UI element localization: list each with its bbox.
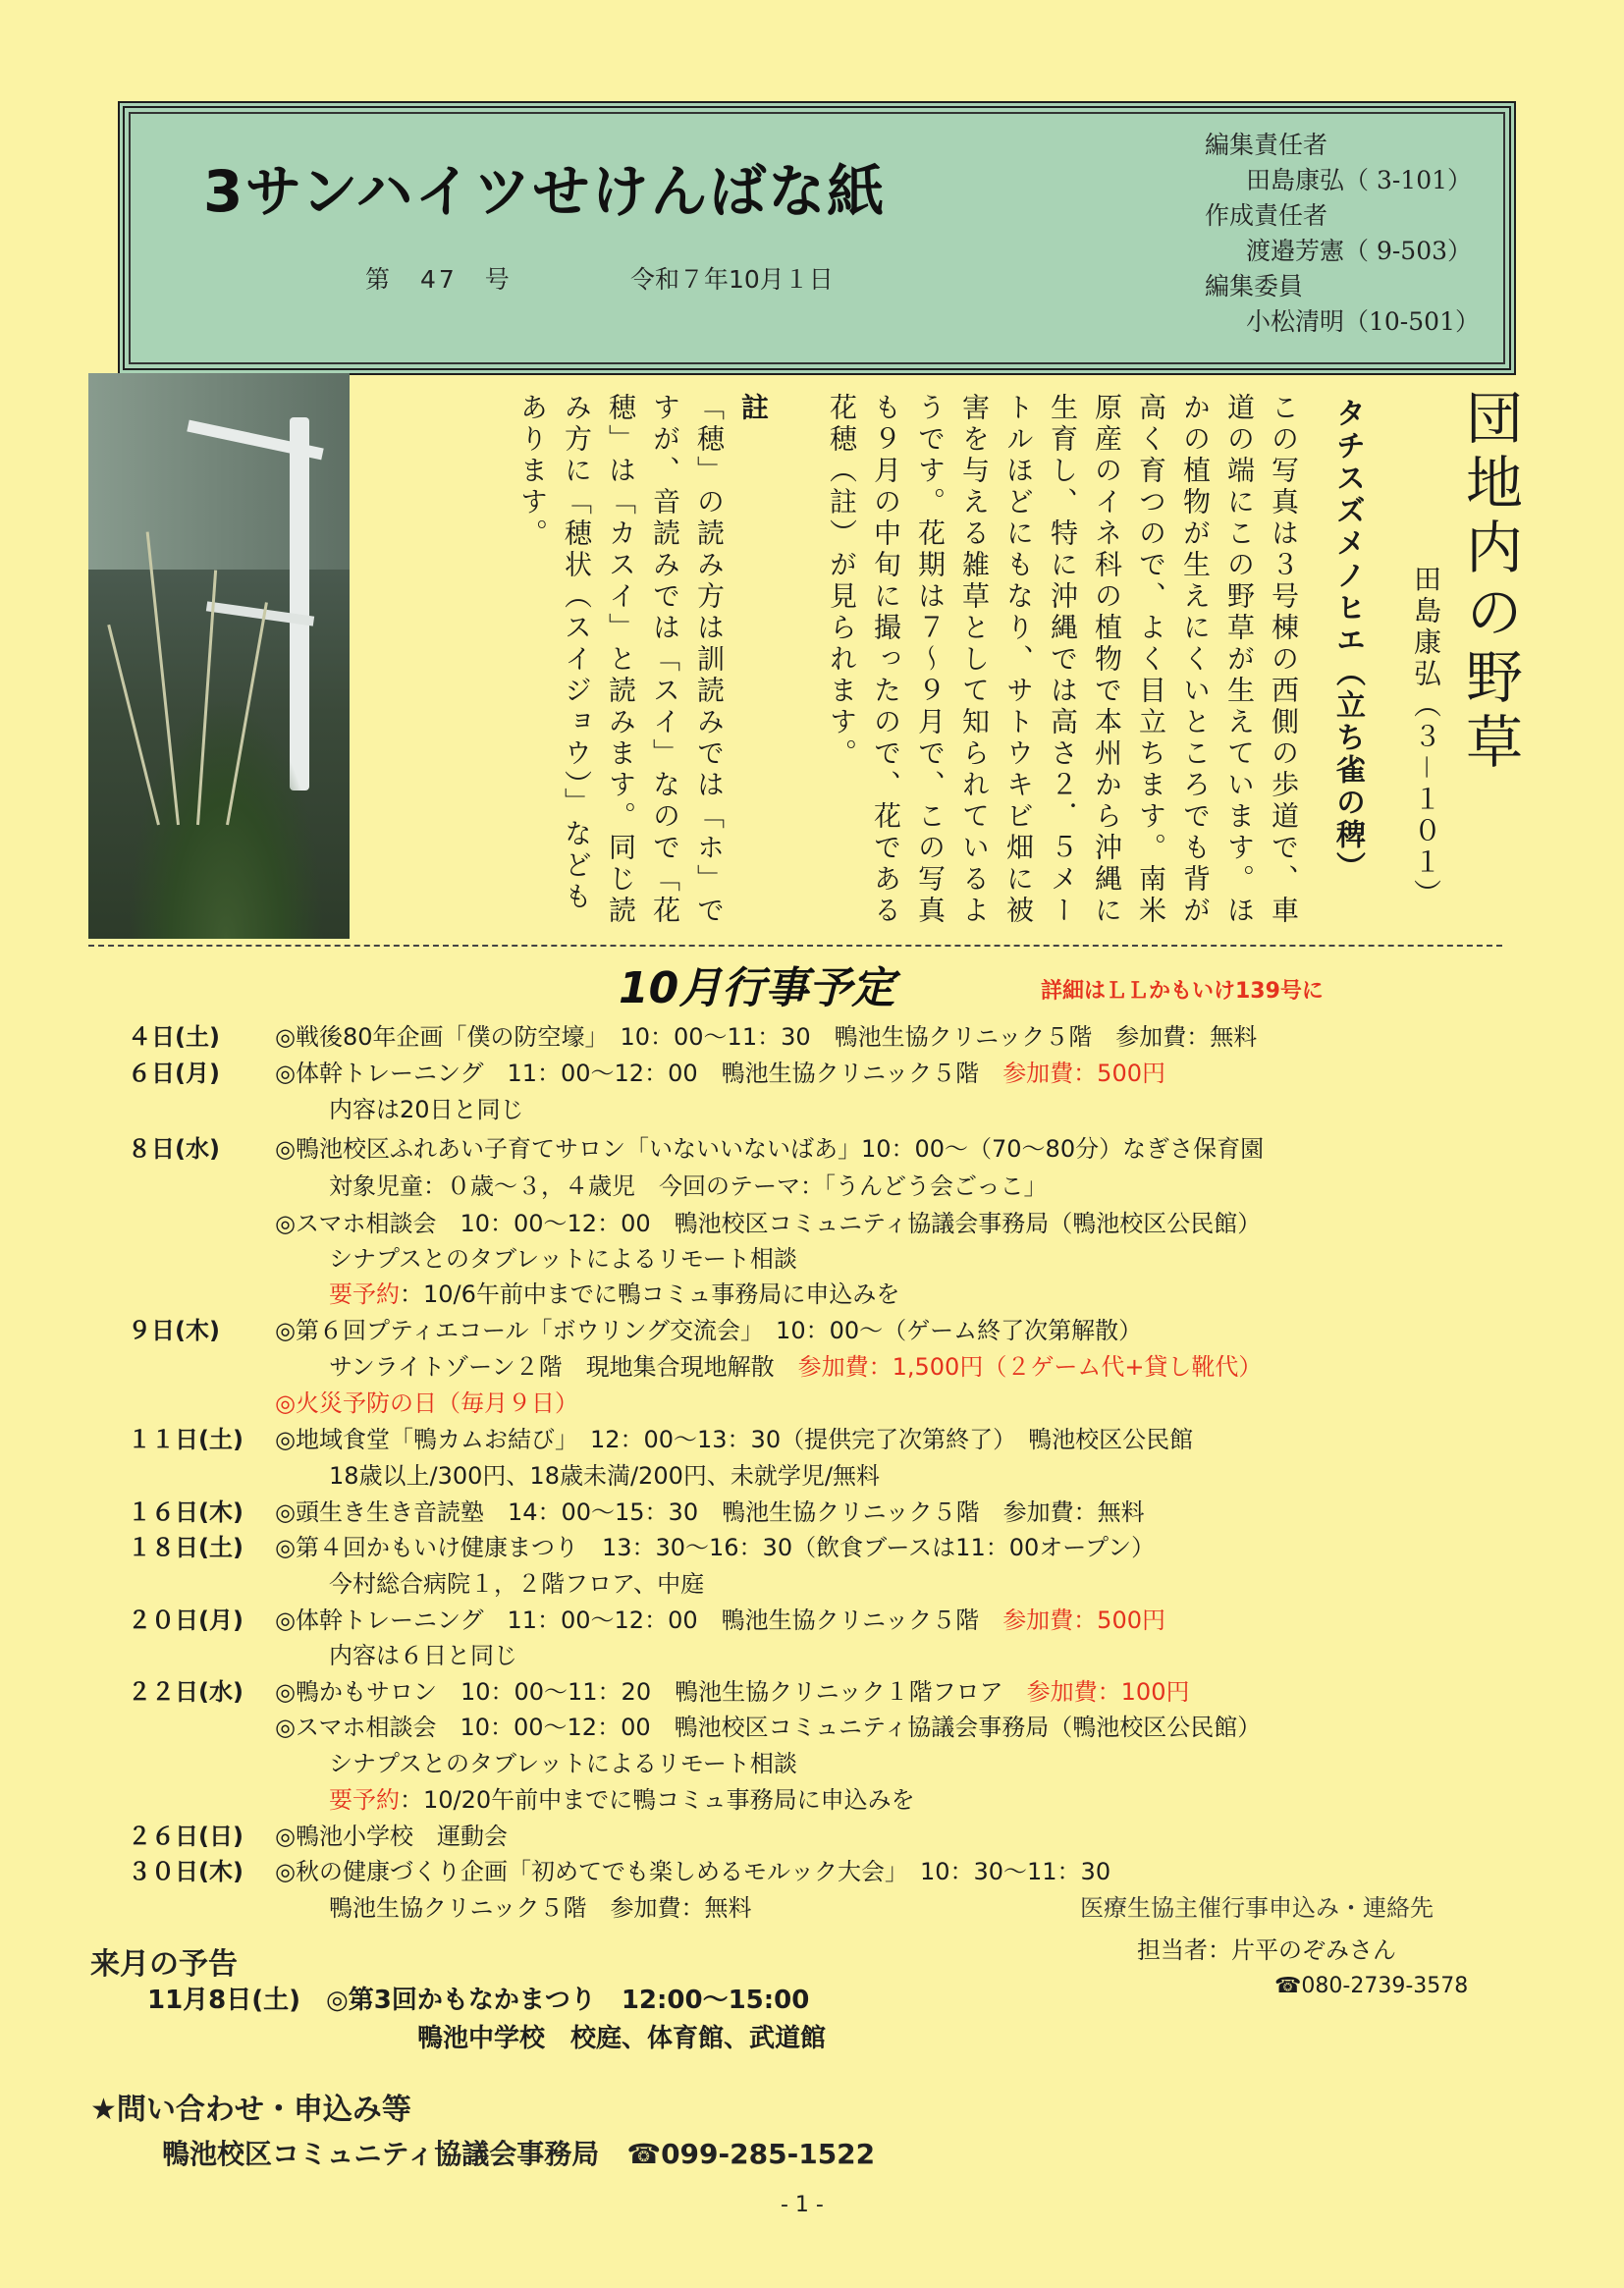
event-date: ９日(木) bbox=[128, 1317, 220, 1344]
editor-role: 作成責任者 bbox=[1205, 201, 1328, 230]
event-text: ◎スマホ相談会 10：00～12：00 鴨池校区コミュニティ協議会事務局（鴨池校区公民館） bbox=[275, 1714, 1262, 1741]
event-text: ◎戦後80年企画「僕の防空壕」 10：00～11：30 鴨池生協クリニック５階 参加費：無料 bbox=[275, 1023, 1258, 1051]
photo-wall bbox=[88, 373, 350, 570]
event-line bbox=[275, 1601, 1165, 1635]
event-line bbox=[329, 1275, 899, 1309]
event-text: ◎頭生き生き音読塾 14：00～15：30 鴨池生協クリニック５階 参加費：無料 bbox=[275, 1498, 1145, 1526]
event-line bbox=[329, 1744, 797, 1778]
event-text: シナプスとのタブレットによるリモート相談 bbox=[329, 1750, 797, 1777]
next-month-venue: 鴨池中学校 校庭、体育館、武道館 bbox=[417, 2024, 827, 2053]
event-text: 今村総合病院１，２階フロア、中庭 bbox=[329, 1570, 705, 1598]
event-line bbox=[275, 1852, 1110, 1886]
event-text: ◎スマホ相談会 10：00～12：00 鴨池校区コミュニティ協議会事務局（鴨池校区公民館） bbox=[275, 1210, 1262, 1237]
editor-role: 編集委員 bbox=[1205, 272, 1304, 300]
event-text: シナプスとのタブレットによるリモート相談 bbox=[329, 1245, 797, 1273]
event-line bbox=[275, 1528, 1155, 1562]
event-line bbox=[329, 1888, 752, 1923]
editor-name: 渡邉芳憲（ 9-503） bbox=[1246, 237, 1473, 265]
article-note: 「穂」の読み方は訓読みでは「ホ」ですが、音読みでは「スイ」なので「花穂」は「カスイ」と読みます。同じ読み方に「穂状（スイジョウ）」などもあります。 bbox=[516, 393, 726, 927]
event-line bbox=[275, 1420, 1193, 1454]
contact-line: 鴨池校区コミュニティ協議会事務局 ☎099-285-1522 bbox=[162, 2138, 876, 2170]
event-line bbox=[275, 1204, 1261, 1238]
event-line bbox=[329, 1347, 1262, 1382]
event-text: ◎体幹トレーニング 11：00～12：00 鴨池生協クリニック５階 bbox=[275, 1060, 980, 1087]
event-line bbox=[329, 1456, 880, 1491]
issue-date: 令和７年10月１日 bbox=[630, 265, 834, 294]
event-text: 対象児童：０歳～３，４歳児 今回のテーマ：「うんどう会ごっこ」 bbox=[329, 1172, 1048, 1200]
events-title: 10月行事予定 bbox=[619, 963, 895, 1013]
issue-number: 第 47 号 bbox=[365, 265, 513, 294]
event-line bbox=[275, 1017, 1257, 1052]
event-date: １１日(土) bbox=[128, 1426, 244, 1453]
event-text: ◎鴨池校区ふれあい子育てサロン「いないいないばあ」10：00～（70～80分）なぎさ保育園 bbox=[275, 1135, 1265, 1163]
event-text: サンライトゾーン２階 現地集合現地解散 bbox=[329, 1353, 775, 1381]
event-text: ：10/20午前中までに鴨コミュ事務局に申込みを bbox=[400, 1786, 915, 1814]
editor-name: 小松清明（10-501） bbox=[1246, 307, 1480, 336]
next-month-event: 11月8日(土) ◎第3回かもなかまつり 12:00～15:00 bbox=[147, 1986, 810, 2015]
event-highlight: ◎火災予防の日（毎月９日） bbox=[275, 1389, 578, 1417]
article-note-label: 註 bbox=[737, 393, 770, 424]
event-line bbox=[329, 1780, 915, 1815]
event-date: ２２日(水) bbox=[128, 1678, 244, 1706]
medical-contact-person: 担当者：片平のぞみさん bbox=[1137, 1936, 1396, 1964]
event-date: ２６日(日) bbox=[128, 1823, 244, 1850]
event-highlight: 要予約 bbox=[329, 1786, 400, 1814]
contact-heading: ★問い合わせ・申込み等 bbox=[90, 2093, 411, 2127]
event-text: 鴨池生協クリニック５階 参加費：無料 bbox=[329, 1894, 752, 1922]
event-text: ◎秋の健康づくり企画「初めてでも楽しめるモルック大会」 10：30～11：30 bbox=[275, 1858, 1111, 1885]
article-paragraph: この写真は３号棟の西側の歩道で、車道の端にこの野草が生えています。ほかの植物が生えにくいところでも背が高く育つので、よく目立ちます。南米原産のイネ科の植物で本州から沖縄に生育し、特に沖縄では高さ２．５メートルほどにもなり、サトウキビ畑に被害を与える雑草として知られているようです。花期は７～９月で、この写真も９月の中旬に撮ったので、花である花穂（註）が見られます。 bbox=[826, 393, 1300, 927]
next-month-heading: 来月の予告 bbox=[90, 1947, 238, 1982]
events-note: 詳細はＬＬかもいけ139号に bbox=[1041, 979, 1324, 1004]
event-date: ２０日(月) bbox=[128, 1607, 244, 1634]
masthead bbox=[118, 101, 1516, 375]
event-fee: 参加費：500円 bbox=[1002, 1060, 1165, 1087]
event-highlight: 要予約 bbox=[329, 1280, 400, 1308]
event-line bbox=[275, 1493, 1145, 1527]
grass-photo bbox=[88, 373, 350, 939]
event-line bbox=[275, 1311, 1142, 1345]
article-title: 団地内の野草 bbox=[1456, 388, 1523, 777]
event-date: １６日(木) bbox=[128, 1498, 244, 1526]
newsletter-title: 3サンハイツせけんばな紙 bbox=[203, 158, 887, 225]
event-text: ◎第４回かもいけ健康まつり 13：30～16：30（飲食ブースは11：00オープン） bbox=[275, 1534, 1156, 1561]
event-text: 内容は６日と同じ bbox=[329, 1642, 517, 1669]
event-line bbox=[329, 1167, 1048, 1201]
event-line bbox=[329, 1239, 797, 1274]
event-text: 18歳以上/300円、18歳未満/200円、未就学児/無料 bbox=[329, 1462, 880, 1490]
event-fee: 参加費：500円 bbox=[1002, 1607, 1165, 1634]
editor-list bbox=[1205, 128, 1480, 340]
event-text: ◎体幹トレーニング 11：00～12：00 鴨池生協クリニック５階 bbox=[275, 1607, 980, 1634]
event-text: ：10/6午前中までに鴨コミュ事務局に申込みを bbox=[400, 1280, 900, 1308]
medical-contact-phone: ☎080-2739-3578 bbox=[1274, 1974, 1469, 1998]
event-date: １８日(土) bbox=[128, 1534, 244, 1561]
event-fee: 参加費：1,500円（２ゲーム代+貸し靴代） bbox=[797, 1353, 1263, 1381]
event-date: ３０日(木) bbox=[128, 1858, 244, 1885]
event-line bbox=[275, 1672, 1189, 1707]
divider bbox=[88, 945, 1502, 947]
event-text: 内容は20日と同じ bbox=[329, 1096, 524, 1123]
event-line bbox=[329, 1090, 524, 1124]
article-body bbox=[388, 393, 1306, 943]
article-author: 田島康弘（３－１０１） bbox=[1410, 565, 1442, 911]
editor-name: 田島康弘（ 3-101） bbox=[1246, 166, 1473, 194]
event-line bbox=[275, 1817, 508, 1851]
event-line bbox=[275, 1384, 578, 1418]
event-line bbox=[329, 1636, 517, 1670]
event-line bbox=[329, 1564, 704, 1599]
event-fee: 参加費：100円 bbox=[1026, 1678, 1190, 1706]
event-line bbox=[275, 1054, 1165, 1088]
event-text: ◎鴨池小学校 運動会 bbox=[275, 1823, 508, 1850]
event-line bbox=[275, 1708, 1261, 1742]
page-number: - 1 - bbox=[781, 2193, 824, 2217]
event-date: ６日(月) bbox=[128, 1060, 220, 1087]
event-date: ８日(水) bbox=[128, 1135, 220, 1163]
medical-contact-title: 医療生協主催行事申込み・連絡先 bbox=[1080, 1894, 1434, 1922]
event-date: ４日(土) bbox=[128, 1023, 220, 1051]
event-line bbox=[275, 1129, 1264, 1164]
event-text: ◎第６回プティエコール「ボウリング交流会」 10：00～（ゲーム終了次第解散） bbox=[275, 1317, 1143, 1344]
event-text: ◎鴨かもサロン 10：00～11：20 鴨池生協クリニック１階フロア bbox=[275, 1678, 1003, 1706]
article-subtitle: タチスズメノヒエ（立ち雀の稗） bbox=[1330, 398, 1365, 884]
event-text: ◎地域食堂「鴨カムお結び」 12：00～13：30（提供完了次第終了） 鴨池校区公民館 bbox=[275, 1426, 1194, 1453]
editor-role: 編集責任者 bbox=[1205, 131, 1328, 159]
